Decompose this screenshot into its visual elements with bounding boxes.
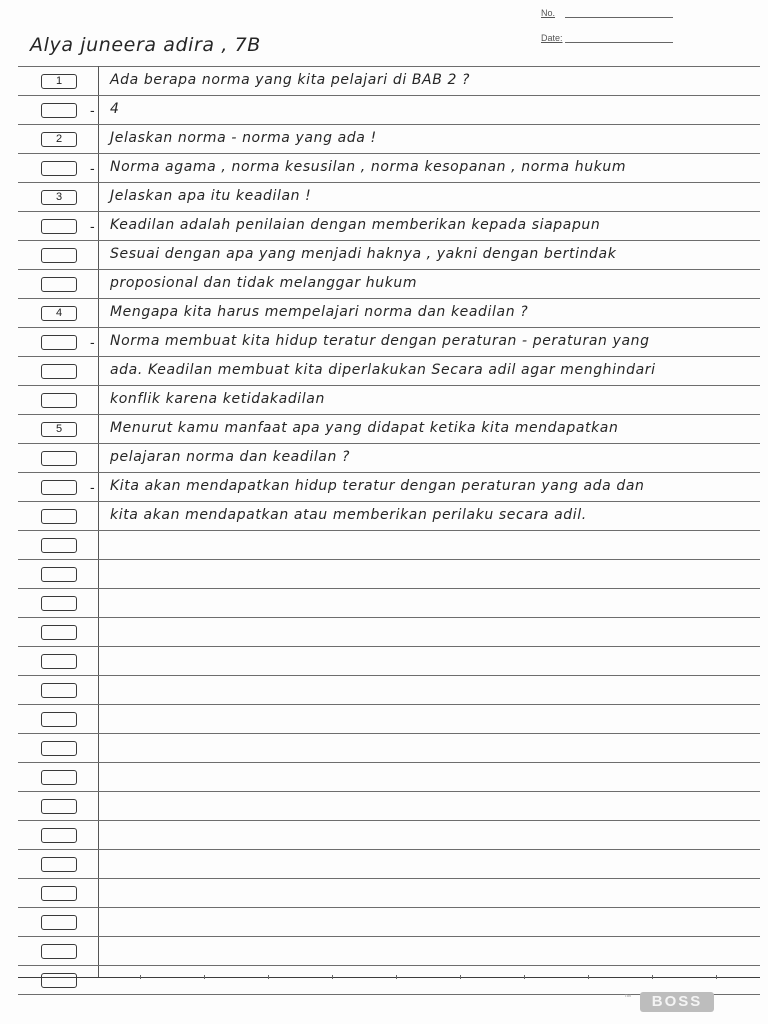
- number-box: [41, 364, 77, 379]
- handwritten-line: Mengapa kita harus mempelajari norma dan keadilan ?: [110, 304, 529, 320]
- bottom-tick: [204, 975, 205, 979]
- handwritten-line: Ada berapa norma yang kita pelajari di BAB 2 ?: [110, 72, 471, 88]
- number-box: [41, 480, 77, 495]
- brand-logo: BOSS: [640, 992, 714, 1012]
- number-box: [41, 857, 77, 872]
- rule-line: [18, 675, 760, 676]
- rule-line: [18, 820, 760, 821]
- handwritten-line: Norma agama , norma kesusilan , norma kesopanan , norma hukum: [110, 159, 627, 175]
- rule-line: [18, 733, 760, 734]
- rule-line: [18, 704, 760, 705]
- bottom-tick: [332, 975, 333, 979]
- rule-line: [18, 559, 760, 560]
- number-box: [41, 770, 77, 785]
- answer-dash: -: [90, 160, 95, 176]
- bottom-tick: [588, 975, 589, 979]
- handwritten-line: Jelaskan apa itu keadilan !: [110, 188, 312, 204]
- rule-line: [18, 588, 760, 589]
- number-box: [41, 161, 77, 176]
- rule-line: [18, 646, 760, 647]
- answer-dash: -: [90, 218, 95, 234]
- handwritten-line: proposional dan tidak melanggar hukum: [110, 275, 418, 291]
- number-box: [41, 103, 77, 118]
- number-box: [41, 538, 77, 553]
- rule-line: [18, 878, 760, 879]
- number-box: [41, 509, 77, 524]
- rule-line: [18, 936, 760, 937]
- rule-line: [18, 443, 760, 444]
- bottom-rule: [18, 977, 760, 978]
- handwritten-line: Norma membuat kita hidup teratur dengan peraturan - peraturan yang: [110, 333, 650, 349]
- number-box: [41, 799, 77, 814]
- rule-line: [18, 907, 760, 908]
- rule-line: [18, 791, 760, 792]
- number-box: [41, 654, 77, 669]
- bottom-tick: [268, 975, 269, 979]
- number-box: [41, 625, 77, 640]
- date-label: Date:: [541, 33, 563, 43]
- number-box: [41, 277, 77, 292]
- rule-line: [18, 211, 760, 212]
- number-box: [41, 451, 77, 466]
- number-box: [41, 712, 77, 727]
- answer-dash: -: [90, 102, 95, 118]
- no-line: [565, 17, 673, 18]
- rule-line: [18, 849, 760, 850]
- rule-line: [18, 327, 760, 328]
- logo-mark: ™: [624, 994, 631, 1001]
- number-box: [41, 248, 77, 263]
- answer-dash: -: [90, 334, 95, 350]
- bottom-tick: [460, 975, 461, 979]
- number-box: [41, 596, 77, 611]
- bottom-tick: [652, 975, 653, 979]
- number-box: [41, 915, 77, 930]
- rule-line: [18, 269, 760, 270]
- rule-line: [18, 124, 760, 125]
- rule-line: [18, 762, 760, 763]
- number-box: [41, 683, 77, 698]
- handwritten-line: konflik karena ketidakadilan: [110, 391, 325, 407]
- handwritten-line: Kita akan mendapatkan hidup teratur dengan peraturan yang ada dan: [110, 478, 645, 494]
- rule-line: [18, 414, 760, 415]
- bottom-tick: [396, 975, 397, 979]
- rule-line: [18, 617, 760, 618]
- number-box: [41, 944, 77, 959]
- number-box: [41, 741, 77, 756]
- answer-dash: -: [90, 479, 95, 495]
- handwritten-line: Keadilan adalah penilaian dengan memberikan kepada siapapun: [110, 217, 601, 233]
- rule-line: [18, 182, 760, 183]
- handwritten-line: Menurut kamu manfaat apa yang didapat ketika kita mendapatkan: [110, 420, 619, 436]
- rule-line: [18, 530, 760, 531]
- rule-line: [18, 965, 760, 966]
- bottom-tick: [524, 975, 525, 979]
- number-box: [41, 973, 77, 988]
- rule-line: [18, 240, 760, 241]
- margin-line: [98, 66, 99, 978]
- handwritten-line: kita akan mendapatkan atau memberikan perilaku secara adil.: [110, 507, 587, 523]
- number-box: 4: [41, 306, 77, 321]
- number-box: [41, 567, 77, 582]
- rule-line: [18, 385, 760, 386]
- number-box: [41, 886, 77, 901]
- number-box: 1: [41, 74, 77, 89]
- student-name: Alya juneera adira , 7B: [30, 34, 261, 56]
- number-box: 5: [41, 422, 77, 437]
- handwritten-line: Sesuai dengan apa yang menjadi haknya , yakni dengan bertindak: [110, 246, 617, 262]
- rule-line: [18, 472, 760, 473]
- number-box: 3: [41, 190, 77, 205]
- rule-line: [18, 356, 760, 357]
- number-box: [41, 393, 77, 408]
- date-line: [565, 42, 673, 43]
- number-box: 2: [41, 132, 77, 147]
- handwritten-line: ada. Keadilan membuat kita diperlakukan Secara adil agar menghindari: [110, 362, 656, 378]
- rule-line: [18, 153, 760, 154]
- rule-line: [18, 298, 760, 299]
- handwritten-line: Jelaskan norma - norma yang ada !: [110, 130, 377, 146]
- no-label: No.: [541, 8, 556, 18]
- number-box: [41, 828, 77, 843]
- rule-line: [18, 95, 760, 96]
- bottom-tick: [140, 975, 141, 979]
- number-box: [41, 219, 77, 234]
- number-box: [41, 335, 77, 350]
- handwritten-line: pelajaran norma dan keadilan ?: [110, 449, 351, 465]
- bottom-tick: [716, 975, 717, 979]
- top-rule: [18, 66, 760, 67]
- handwritten-line: 4: [110, 101, 120, 117]
- rule-line: [18, 501, 760, 502]
